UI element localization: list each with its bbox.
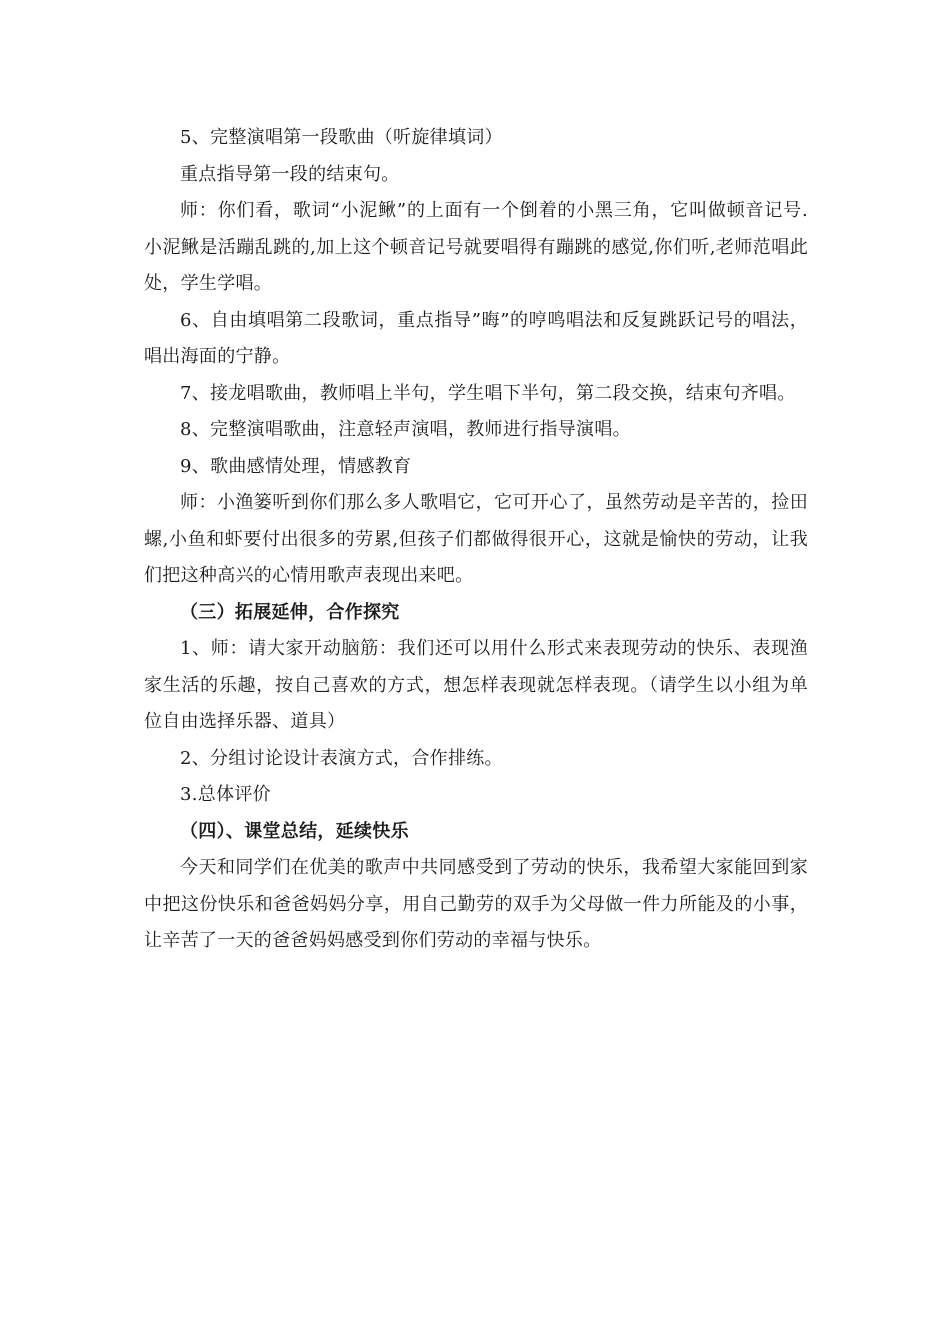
paragraph: 6、自由填唱第二段歌词，重点指导”晦”的哼鸣唱法和反复跳跃记号的唱法，唱出海面的宁静。 [144, 309, 808, 367]
paragraph: 师：小渔篓听到你们那么多人歌唱它，它可开心了，虽然劳动是辛苦的，捡田螺,小鱼和虾要付出很多的劳累,但孩子们都做得很开心，这就是愉快的劳动，让我们把这种高兴的心情用歌声表现出来吧。 [144, 492, 808, 586]
document-body [144, 120, 808, 960]
paragraph: 1、师：请大家开动脑筋：我们还可以用什么形式来表现劳动的快乐、表现渔家生活的乐趣，按自己喜欢的方式，想怎样表现就怎样表现。（请学生以小组为单位自由选择乐器、道具） [144, 638, 808, 732]
paragraph: 5、完整演唱第一段歌曲（听旋律填词） [180, 127, 503, 148]
section-heading: （三）拓展延伸，合作探究 [180, 601, 400, 623]
paragraph: 重点指导第一段的结束句。 [180, 163, 400, 185]
paragraph: 今天和同学们在优美的歌声中共同感受到了劳动的快乐，我希望大家能回到家中把这份快乐和爸爸妈妈分享，用自己勤劳的双手为父母做一件力所能及的小事，让辛苦了一天的爸爸妈妈感受到你们劳动的幸福与快乐。 [144, 857, 808, 951]
paragraph: 3.总体评价 [180, 784, 271, 805]
paragraph: 9、歌曲感情处理，情感教育 [180, 455, 412, 477]
paragraph: 7、接龙唱歌曲，教师唱上半句，学生唱下半句，第二段交换，结束句齐唱。 [180, 382, 796, 404]
section-heading: （四）、课堂总结，延续快乐 [180, 820, 409, 842]
paragraph: 2、分组讨论设计表演方式，合作排练。 [180, 747, 503, 769]
paragraph: 8、完整演唱歌曲，注意轻声演唱，教师进行指导演唱。 [180, 419, 631, 440]
paragraph: 师：你们看，歌词“小泥鳅”的上面有一个倒着的小黑三角，它叫做顿音记号.小泥鳅是活蹦乱跳的,加上这个顿音记号就要唱得有蹦跳的感觉,你们听,老师范唱此处，学生学唱。 [144, 200, 808, 294]
